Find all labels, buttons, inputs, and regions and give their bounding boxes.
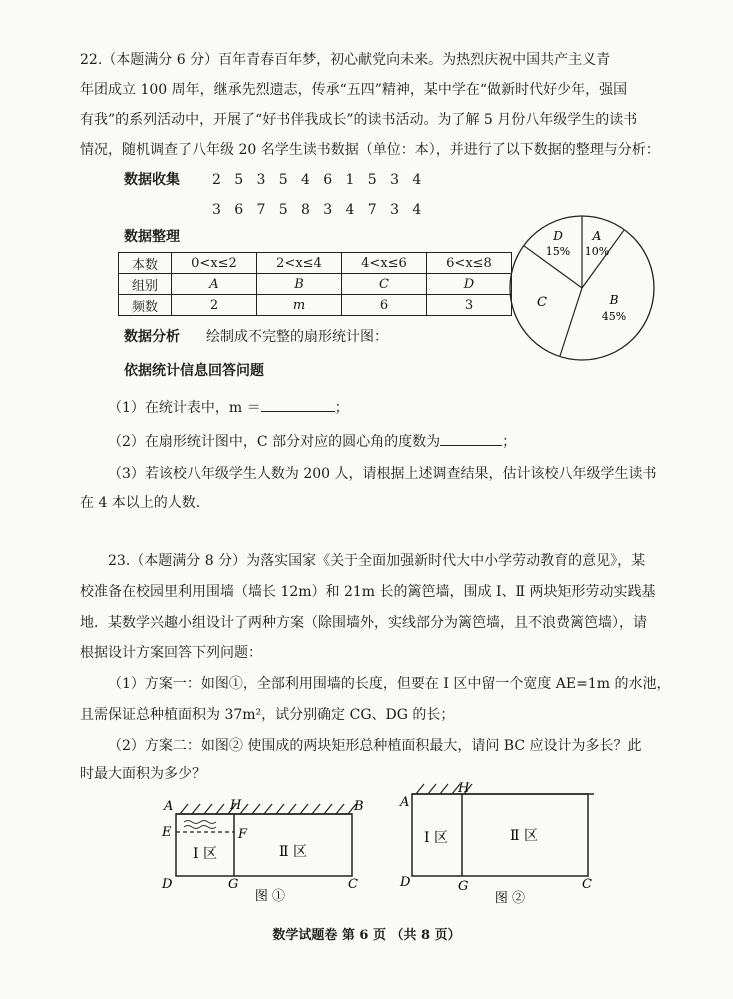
q22-part-1-end: ；	[334, 400, 349, 416]
q22-part-2-end: ；	[502, 434, 517, 450]
pie-pct-b: 45%	[601, 310, 627, 323]
table-row	[119, 253, 512, 274]
table-cell: 频数	[119, 295, 172, 316]
fig2-label-d: D	[400, 875, 411, 890]
q23-line-1: 23.（本题满分 8 分）为落实国家《关于全面加强新时代大中小学劳动教育的意见》，某	[108, 553, 646, 569]
data-collect-label: 数据收集	[124, 172, 180, 188]
pie-label-b: B	[609, 293, 619, 307]
q22-line-1: 22.（本题满分 6 分）百年青春百年梦，初心献党向未来。为热烈庆祝中国共产主义青	[80, 52, 611, 68]
q23-line-4: 根据设计方案回答下列问题：	[80, 645, 262, 661]
table-cell: C	[342, 274, 427, 295]
answer-label: 依据统计信息回答问题	[124, 363, 264, 379]
table-cell: 0<x≤2	[172, 253, 257, 274]
table-cell: 4<x≤6	[342, 253, 427, 274]
q22-part-1-text: （1）在统计表中，m ＝	[108, 400, 261, 416]
data-analysis-text: 绘制成不完整的扇形统计图：	[206, 329, 388, 345]
q23-line-3: 地．某数学兴趣小组设计了两种方案（除围墙外，实线部分为篱笆墙，且不浪费篱笆墙），请	[80, 615, 647, 631]
fig1-label-b: B	[354, 799, 364, 814]
fig1-caption: 图 ①	[254, 889, 286, 904]
fig2-zone-2: Ⅱ 区	[510, 828, 538, 844]
pie-label-a: A	[592, 229, 602, 243]
data-analysis-label: 数据分析	[124, 329, 180, 345]
data-row-2: 3 6 7 5 8 3 4 7 3 4	[212, 202, 422, 218]
fig2-caption: 图 ②	[494, 891, 526, 906]
table-cell: 2<x≤4	[257, 253, 342, 274]
figure-2	[392, 778, 604, 910]
fig1-zone-1: Ⅰ 区	[193, 846, 217, 862]
table-cell: 组别	[119, 274, 172, 295]
table-cell: 3	[427, 295, 512, 316]
fig1-label-d: D	[162, 877, 173, 892]
fig1-label-e: E	[162, 825, 172, 840]
answer-blank[interactable]	[440, 431, 502, 446]
q22-part-3-line-2: 在 4 本以上的人数.	[80, 495, 201, 511]
pie-pct-d: 15%	[545, 245, 571, 258]
q22-line-4: 情况，随机调查了八年级 20 名学生读书数据（单位：本），并进行了以下数据的整理与分析：	[80, 142, 660, 158]
fence-rect	[176, 814, 352, 876]
fig1-label-f: F	[238, 827, 248, 842]
table-cell: D	[427, 274, 512, 295]
table-row	[119, 274, 512, 295]
q22-line-3: 有我”的系列活动中，开展了“好书伴我成长”的读书活动。为了解 5 月份八年级学生的读书	[80, 112, 638, 128]
pie-divider	[582, 230, 624, 288]
q22-line-2: 年团成立 100 周年，继承先烈遗志，传承“五四”精神，某中学在“做新时代好少年，强国	[80, 82, 628, 98]
data-row-1: 2 5 3 5 4 6 1 5 3 4	[212, 172, 422, 188]
wall-hatch	[180, 804, 356, 814]
q22-part-2-text: （2）在扇形统计图中，C 部分对应的圆心角的度数为	[108, 434, 441, 450]
fig1-zone-2: Ⅱ 区	[279, 844, 307, 860]
q23-part-2-line-1: （2）方案二：如图② 使围成的两块矩形总种植面积最大，请问 BC 应设计为多长？此	[108, 738, 642, 754]
table-cell: 本数	[119, 253, 172, 274]
fig1-label-a: A	[164, 799, 174, 814]
fig1-label-c: C	[348, 877, 358, 892]
fig2-label-g: G	[458, 879, 469, 894]
table-cell: A	[172, 274, 257, 295]
fig2-label-c: C	[582, 877, 592, 892]
q23-part-1-line-1: （1）方案一：如图①，全部利用围墙的长度，但要在 Ⅰ 区中留一个宽度 AE=1m 的水池，	[108, 676, 671, 692]
fig1-label-g: G	[228, 877, 239, 892]
fig2-label-a: A	[400, 795, 410, 810]
table-cell: B	[257, 274, 342, 295]
q22-part-3-line-1: （3）若该校八年级学生人数为 200 人，请根据上述调查结果，估计该校八年级学生读书	[108, 466, 657, 482]
table-cell: 6<x≤8	[427, 253, 512, 274]
pie-label-c: C	[537, 295, 547, 310]
table-cell: 2	[172, 295, 257, 316]
fig2-zone-1: Ⅰ 区	[424, 830, 448, 846]
figure-1	[150, 790, 370, 910]
data-organize-label: 数据整理	[124, 229, 180, 245]
table-row	[119, 295, 512, 316]
table-cell: m	[257, 295, 342, 316]
page-footer: 数学试题卷 第 6 页 （共 8 页）	[272, 928, 461, 943]
frequency-table	[118, 252, 512, 316]
water-waves	[184, 821, 216, 829]
fig2-label-h: H	[458, 781, 470, 796]
q23-part-2-line-2: 时最大面积为多少？	[80, 766, 206, 782]
fig1-label-h: H	[230, 798, 242, 813]
q22-part-2	[108, 431, 708, 452]
pie-label-d: D	[553, 229, 563, 243]
q23-line-2: 校准备在校园里利用围墙（墙长 12m）和 21m 长的篱笆墙，围成 Ⅰ、Ⅱ 两块矩形劳动实践基	[80, 584, 656, 600]
table-cell: 6	[342, 295, 427, 316]
q22-part-1	[108, 397, 708, 418]
q23-part-1-line-2: 且需保证总种植面积为 37m²，试分别确定 CG、DG 的长；	[80, 707, 455, 723]
answer-blank[interactable]	[261, 397, 335, 412]
pie-pct-a: 10%	[584, 245, 610, 258]
